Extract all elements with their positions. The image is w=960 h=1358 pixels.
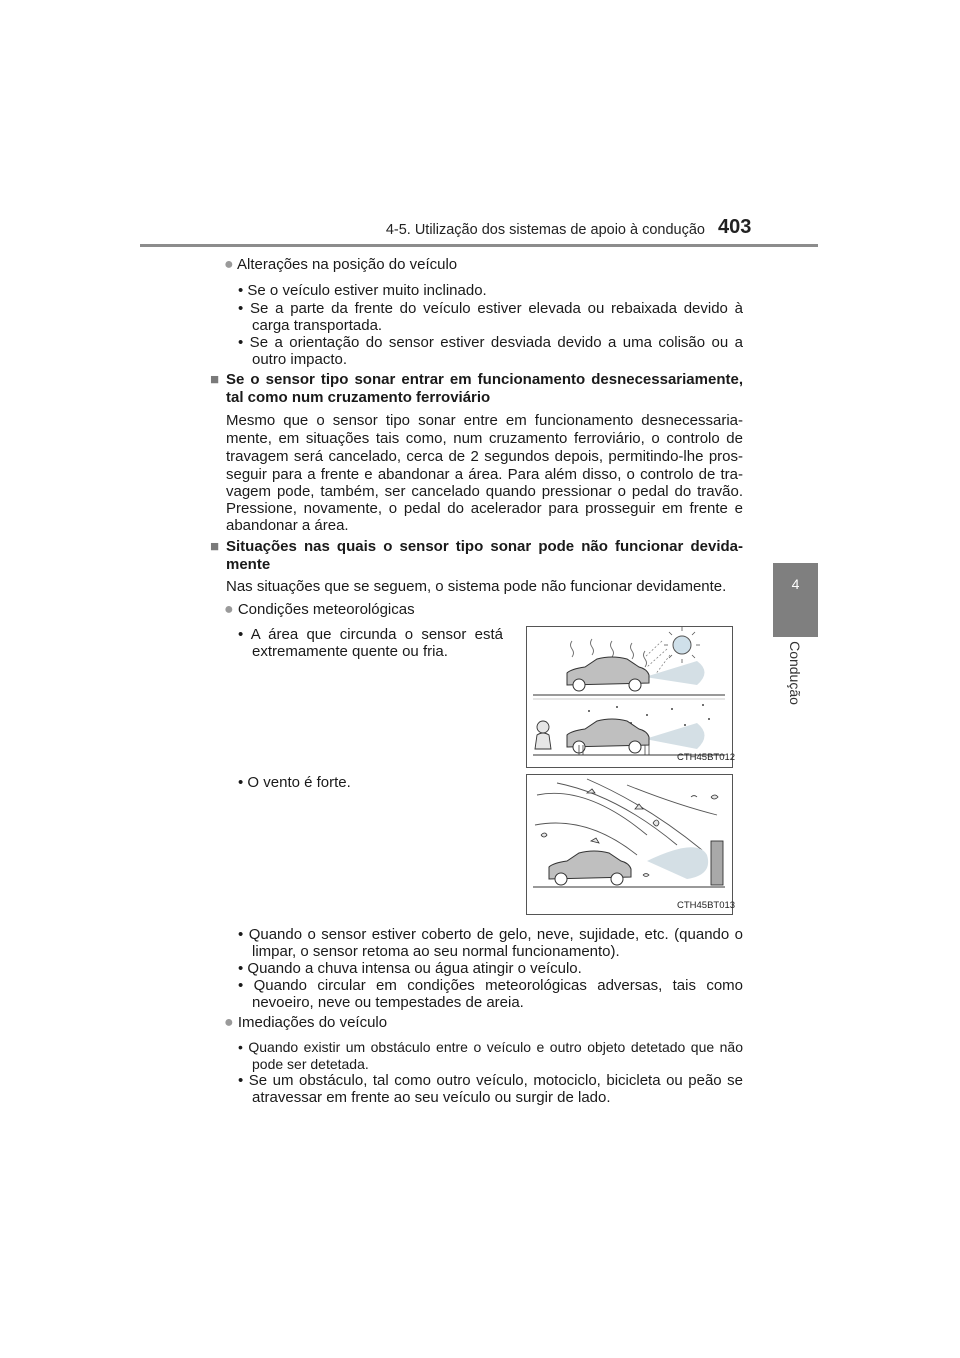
figure-code: CTH45BT012 [677, 752, 736, 763]
circle-bullet-icon: ● [224, 601, 234, 618]
list-item: • Quando circular em condições meteorológicas adversas, tais como [238, 977, 743, 994]
illustration-temperature [526, 626, 736, 768]
running-header: 4-5. Utilização dos sistemas de apoio à condução [385, 222, 705, 238]
paragraph-line: abandonar a área. [226, 517, 349, 534]
heading-text: Imediações do veículo [237, 1014, 388, 1031]
heading-text: Condições meteorológicas [237, 601, 415, 618]
figure-code: CTH45BT013 [677, 900, 736, 911]
list-item-continuation: extremamente quente ou fria. [252, 643, 448, 660]
square-bullet [210, 371, 219, 389]
paragraph-line: seguir para a frente e abandonar a área. Para além disso, o controlo de tra- [226, 466, 743, 483]
chapter-tab-number: 4 [791, 576, 800, 592]
bullet-heading-surroundings [224, 1014, 387, 1032]
bullet-heading-position-changes [224, 256, 457, 274]
paragraph-line: vagem pode, também, ser cancelado quando pressionar o pedal do travão. [226, 483, 743, 500]
paragraph-line: travagem será cancelado, cerca de 2 segundos depois, permitindo-lhe pros- [226, 448, 743, 465]
section-heading-malfunction: Situações nas quais o sensor tipo sonar pode não funcionar devida- [226, 538, 743, 555]
list-item: • A área que circunda o sensor está [238, 626, 503, 643]
car-icon [549, 851, 631, 885]
square-bullet-icon: ■ [210, 538, 220, 555]
illustration-wind [526, 774, 736, 915]
list-item: • Quando a chuva intensa ou água atingir o veículo. [238, 960, 582, 977]
chapter-tab-label: Condução [787, 641, 803, 705]
list-item: • Se a parte da frente do veículo estiver elevada ou rebaixada devido à [238, 300, 743, 317]
list-item: • Se a orientação do sensor estiver desviada devido a uma colisão ou a [238, 334, 743, 351]
page-number: 403 [718, 216, 752, 238]
list-item-continuation: atravessar em frente ao seu veículo ou surgir de lado. [252, 1089, 611, 1106]
sun-icon [664, 627, 700, 663]
person-icon [535, 721, 551, 749]
paragraph-line: Mesmo que o sensor tipo sonar entre em funcionamento desnecessaria- [226, 412, 743, 429]
header-divider [140, 244, 818, 247]
heading-text: Alterações na posição do veículo [237, 256, 458, 273]
bullet-heading-weather [224, 601, 415, 619]
chapter-tab [773, 563, 818, 637]
square-bullet-icon: ■ [210, 371, 220, 388]
list-item: • O vento é forte. [238, 774, 351, 791]
wall-obstacle [711, 841, 723, 885]
list-item: • Quando o sensor estiver coberto de gelo, neve, sujidade, etc. (quando o [238, 926, 743, 943]
section-heading-railway: Se o sensor tipo sonar entrar em funcionamento desnecessariamente, [226, 371, 743, 388]
list-item: • Se o veículo estiver muito inclinado. [238, 282, 487, 299]
paragraph-line: Pressione, novamente, o pedal do acelerador para prosseguir em frente e [226, 500, 743, 517]
list-item: • Se um obstáculo, tal como outro veículo, motociclo, bicicleta ou peão se [238, 1072, 743, 1089]
section-heading-malfunction-cont: mente [226, 556, 271, 573]
square-bullet [210, 538, 219, 556]
circle-bullet-icon: ● [224, 256, 234, 273]
section-heading-railway-cont: tal como num cruzamento ferroviário [226, 389, 491, 406]
list-item-continuation: carga transportada. [252, 317, 383, 334]
car-temperature-illustration [527, 627, 732, 767]
list-item-continuation: pode ser detetada. [252, 1056, 369, 1072]
paragraph-line: Nas situações que se seguem, o sistema pode não funcionar devidamente. [226, 578, 727, 595]
list-item-continuation: outro impacto. [252, 351, 348, 368]
list-item-continuation: nevoeiro, neve ou tempestades de areia. [252, 994, 524, 1011]
paragraph-line: mente, em situações tais como, num cruzamento ferroviário, o controlo de [226, 430, 743, 447]
car-icon [567, 657, 649, 691]
list-item: • Quando existir um obstáculo entre o veículo e outro objeto detetado que não [238, 1039, 743, 1055]
car-wind-illustration [527, 775, 732, 914]
list-item-continuation: limpar, o sensor retoma ao seu normal funcionamento). [252, 943, 620, 960]
circle-bullet-icon: ● [224, 1014, 234, 1031]
wind-lines [535, 779, 717, 855]
